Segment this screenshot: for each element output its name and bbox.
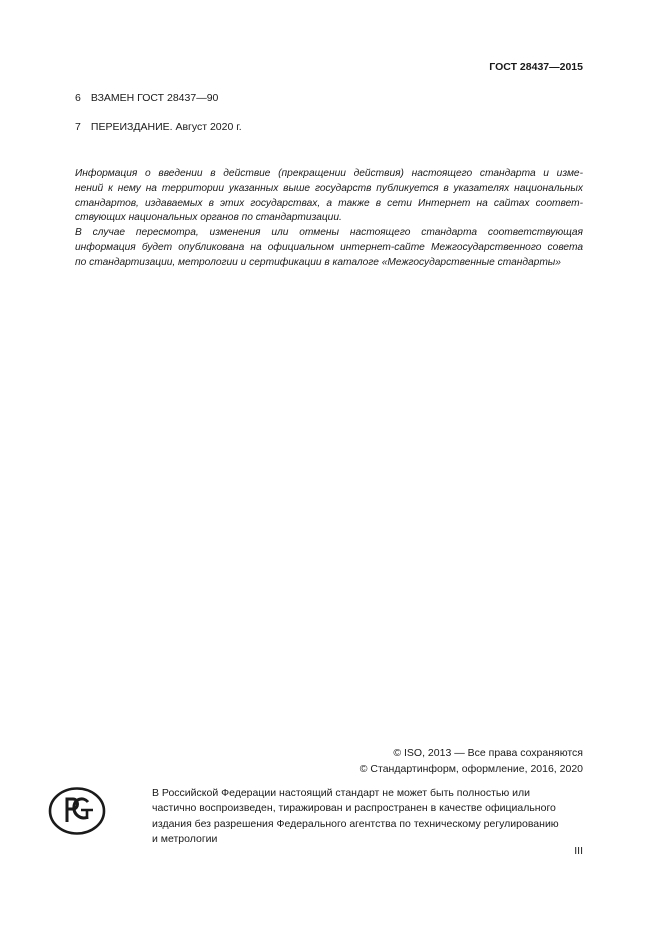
item-number: 7 bbox=[75, 121, 81, 133]
notice-line: частично воспроизведен, тиражирован и распространен в качестве официального bbox=[152, 802, 556, 815]
info-line: стандартов, издаваемых в этих государствах, а также в сети Интернет на сайтах соответ- bbox=[75, 197, 583, 209]
rst-logo bbox=[48, 786, 106, 836]
info-paragraphs bbox=[75, 167, 583, 271]
item-text: ПЕРЕИЗДАНИЕ. Август 2020 г. bbox=[90, 121, 242, 133]
document-code-header: ГОСТ 28437—2015 bbox=[489, 61, 583, 73]
list-item bbox=[75, 121, 242, 133]
copyright-standartinform: © Стандартинформ, оформление, 2016, 2020 bbox=[359, 763, 583, 775]
page-number: III bbox=[574, 845, 583, 857]
info-line: ствующих национальных органов по стандартизации. bbox=[75, 212, 342, 224]
copyright-iso: © ISO, 2013 — Все права сохраняются bbox=[393, 747, 583, 759]
list-item bbox=[75, 92, 218, 104]
notice-line: В Российской Федерации настоящий стандарт не может быть полностью или bbox=[152, 787, 531, 799]
item-text: ВЗАМЕН ГОСТ 28437—90 bbox=[90, 92, 219, 104]
notice-line: и метрологии bbox=[152, 832, 218, 845]
copyright-notice bbox=[152, 786, 583, 847]
info-line: Информация о введении в действие (прекращении действия) настоящего стандарта и изме- bbox=[75, 168, 583, 179]
info-line: нений к нему на территории указанных выше государств публикуется в указателях национальных bbox=[75, 182, 583, 194]
item-number: 6 bbox=[75, 92, 81, 104]
notice-line: издания без разрешения Федерального агентства по техническому регулированию bbox=[152, 817, 559, 830]
info-line: информация будет опубликована на официальном интернет-сайте Межгосударственного совета bbox=[75, 241, 583, 253]
info-line: по стандартизации, метрологии и сертификации в каталоге «Межгосударственные стандарты» bbox=[75, 256, 561, 268]
info-line: В случае пересмотра, изменения или отмены настоящего стандарта соответствующая bbox=[75, 227, 583, 239]
